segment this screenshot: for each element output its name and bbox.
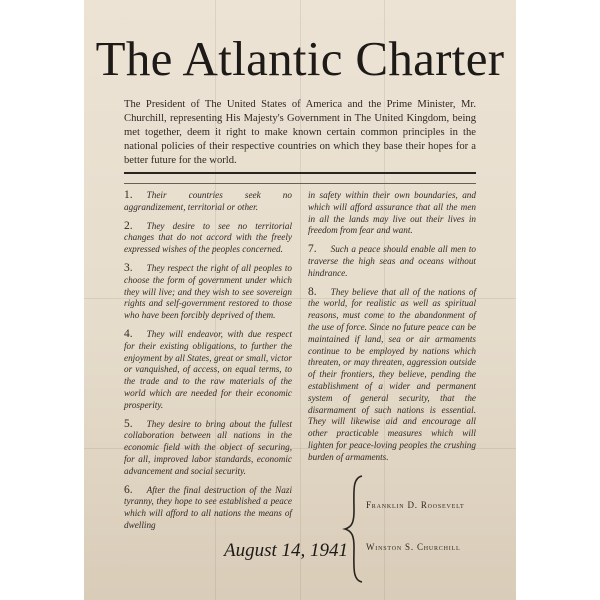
columns bbox=[124, 190, 476, 584]
right-column bbox=[308, 190, 476, 584]
article-6 bbox=[124, 485, 292, 532]
signatory-roosevelt: Franklin D. Roosevelt bbox=[366, 499, 465, 510]
article-text: Such a peace should enable all men to traverse the high seas and oceans without hindrance. bbox=[308, 244, 476, 278]
article-text: They respect the right of all peoples to choose the form of government under which they will live; and they wish to see sovereign rights and self-government restored to those who have been forcibly deprived of them. bbox=[124, 262, 292, 321]
document-title: The Atlantic Charter bbox=[95, 31, 505, 86]
article-5 bbox=[124, 419, 292, 478]
article-number: 6. bbox=[124, 483, 133, 496]
article-8 bbox=[308, 287, 476, 464]
article-text: They will endeavor, with due respect for their existing obligations, to further the enjoyment by all States, great or small, victor or vanquished, of access, on equal terms, to the trade and to the raw materials of the world which are needed for their economic prosperity. bbox=[124, 328, 292, 410]
charter-date: August 14, 1941 bbox=[224, 539, 349, 561]
article-number: 8. bbox=[308, 285, 317, 298]
article-text: They desire to see no territorial changes that do not accord with the freely expressed wishes of the peoples concerned. bbox=[124, 220, 292, 255]
preamble: The President of The United States of America and the Prime Minister, Mr. Churchill, representing His Majesty's Government in The United Kingdom, being met together, deem it right to make known certain common principles in the national policies of their respective countries on which they base their hopes for a better future for the world. bbox=[124, 99, 476, 166]
article-3 bbox=[124, 263, 292, 322]
charter-body bbox=[124, 98, 476, 584]
article-text: They desire to bring about the fullest collaboration between all nations in the economic field with the object of securing, for all, improved labor standards, economic advancement and social security. bbox=[124, 418, 292, 476]
article-number: 3. bbox=[124, 261, 133, 274]
article-number: 1. bbox=[124, 189, 133, 201]
signature-block bbox=[308, 474, 476, 584]
left-column bbox=[124, 189, 349, 584]
article-1 bbox=[124, 190, 292, 214]
article-2 bbox=[124, 221, 292, 256]
article-7 bbox=[308, 244, 476, 279]
article-text: Their countries seek no aggrandizement, territorial or other. bbox=[124, 190, 292, 212]
article-number: 2. bbox=[124, 219, 133, 232]
article-text: After the final destruction of the Nazi tyranny, they hope to see established a peace which will afford to all nations the means of dwelling bbox=[124, 484, 292, 530]
signatory-churchill: Winston S. Churchill bbox=[366, 541, 461, 552]
article-6-continuation: in safety within their own boundaries, and which will afford assurance that all the men in all the lands may live out their lives in freedom from fear and want. bbox=[308, 190, 476, 236]
article-number: 4. bbox=[124, 327, 133, 340]
article-number: 5. bbox=[124, 417, 133, 430]
article-4 bbox=[124, 329, 292, 412]
divider-thick bbox=[124, 172, 476, 174]
article-text: They believe that all of the nations of the world, for realistic as well as spiritual reasons, must come to the abandonment of the use of force. Since no future peace can be maintained if land, sea or air armaments continue to be employed by nations which threaten, or may threaten, aggression outside of their frontiers, they believe, pending the establishment of a wider and permanent system of general security, that the disarmament of such nations is essential. They will likewise aid and encourage all other practicable measures which will lighten for peace-loving peoples the crushing burden of armaments. bbox=[308, 286, 476, 462]
divider-thin bbox=[124, 183, 476, 184]
brace-icon bbox=[342, 474, 366, 584]
article-number: 7. bbox=[308, 243, 317, 256]
